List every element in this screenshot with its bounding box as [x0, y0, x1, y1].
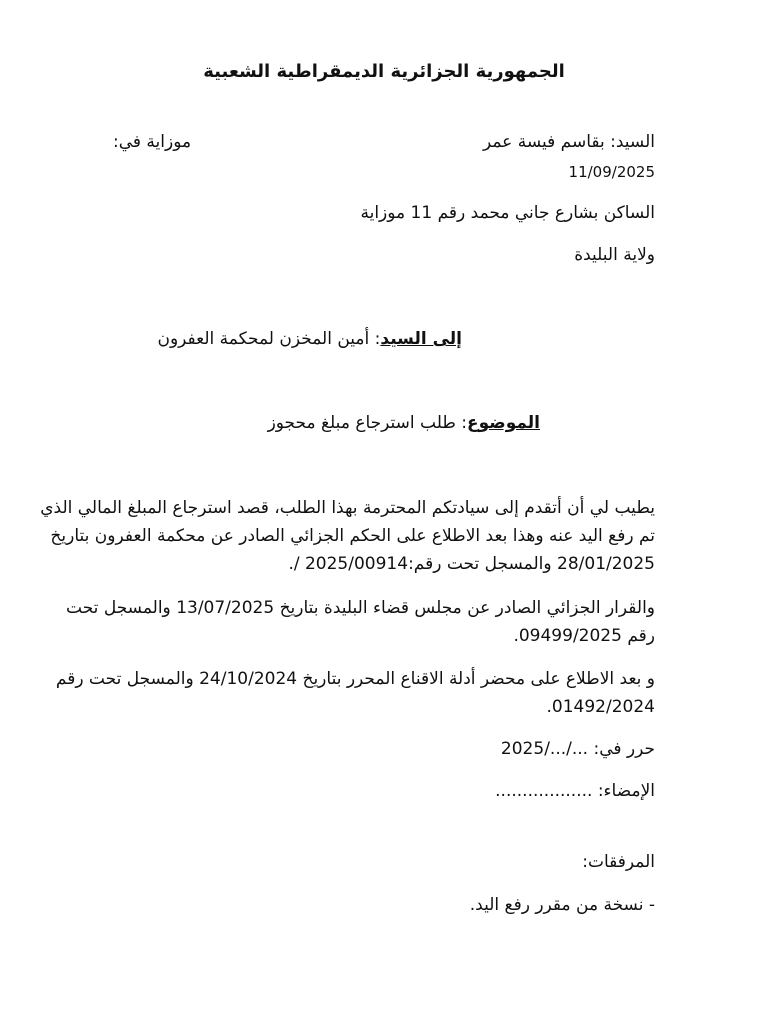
attachments-label: المرفقات: [582, 852, 655, 872]
body-paragraph-2: والقرار الجزائي الصادر عن مجلس قضاء البليدة بتاريخ 13/07/2025 والمسجل تحت رقم 09499/2025. [66, 598, 655, 646]
sender-wilaya: ولاية البليدة [574, 245, 655, 265]
subject-line [268, 411, 540, 435]
written-at: حرر في: .../.../2025 [500, 739, 655, 759]
country-header: الجمهورية الجزائرية الديمقراطية الشعبية [203, 61, 565, 82]
place-date-label: موزاية في: [113, 132, 192, 152]
recipient-line [157, 327, 462, 351]
body-paragraph-1: يطيب لي أن أتقدم إلى سيادتكم المحترمة بهذا الطلب، قصد استرجاع المبلغ المالي الذي تم رفع اليد عنه وهذا بعد الاطلاع على الحكم الجزائي الصادر عن محكمة العفرون بتاريخ 28/01/2025 والمسجل تحت رقم:2025/00914 /. [40, 498, 655, 574]
sender-address: الساكن بشارع جاني محمد رقم 11 موزاية [360, 203, 655, 223]
signature-line: الإمضاء: .................. [495, 781, 655, 801]
subject-label: الموضوع [467, 413, 540, 433]
sender-name: السيد: بقاسم فيسة عمر [482, 132, 655, 152]
body-paragraph-3: و بعد الاطلاع على محضر أدلة الاقناع المحرر بتاريخ 24/10/2024 والمسجل تحت رقم 01492/2024. [55, 669, 655, 717]
attachment-item: - نسخة من مقرر رفع اليد. [469, 895, 655, 915]
recipient-label: إلى السيد [380, 329, 462, 349]
subject-text: : طلب استرجاع مبلغ محجوز [267, 413, 468, 433]
letter-date: 11/09/2025 [568, 163, 655, 181]
recipient-text: : أمين المخزن لمحكمة العفرون [157, 329, 381, 349]
